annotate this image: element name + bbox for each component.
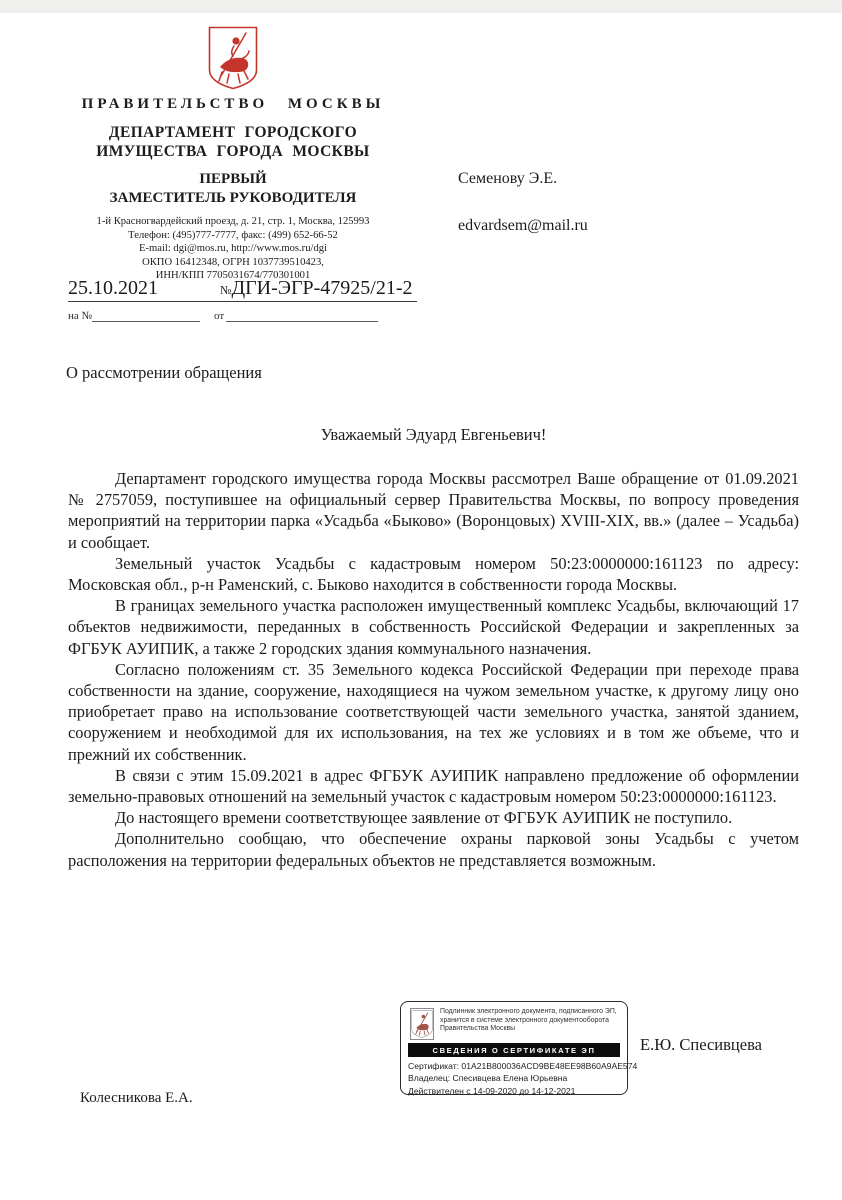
postal-address: 1-й Красногвардейский проезд, д. 21, стр. 1, Москва, 125993 xyxy=(96,216,370,227)
certificate-owner: Владелец: Спесивцева Елена Юрьевна xyxy=(408,1073,568,1084)
moscow-coat-of-arms-icon xyxy=(208,26,258,90)
executor-name: Колесникова Е.А. xyxy=(80,1090,193,1106)
date-number-row xyxy=(68,277,468,302)
government-title: ПРАВИТЕЛЬСТВО МОСКВЫ xyxy=(81,96,385,112)
stamp-note: Подлинник электронного документа, подписанного ЭП, хранится в системе электронного документооборота Правительства Москвы xyxy=(440,1008,617,1033)
certificate-number: Сертификат: 01A21B800036ACD9BE48EE98B60A9AE574 xyxy=(408,1060,638,1071)
department-line2: ИМУЩЕСТВА ГОРОДА МОСКВЫ xyxy=(96,143,370,160)
letter-number xyxy=(220,277,417,302)
department-title xyxy=(40,123,426,161)
scan-edge-strip xyxy=(0,0,842,13)
certificate-bar-title: СВЕДЕНИЯ О СЕРТИФИКАТЕ ЭП xyxy=(408,1043,620,1057)
body-paragraph: В связи с этим 15.09.2021 в адрес ФГБУК АУИПИК направлено предложение об оформлении земельно-правовых отношений на земельный участок с кадастровым номером 50:23:0000000:161123. xyxy=(68,765,799,807)
reply-number-blank xyxy=(92,310,200,322)
salutation: Уважаемый Эдуард Евгеньевич! xyxy=(320,425,547,444)
email-website: E-mail: dgi@mos.ru, http://www.mos.ru/dgi xyxy=(139,243,327,255)
position-line2: ЗАМЕСТИТЕЛЬ РУКОВОДИТЕЛЯ xyxy=(109,190,357,206)
department-line1: ДЕПАРТАМЕНТ ГОРОДСКОГО xyxy=(108,124,358,141)
subject-line: О рассмотрении обращения xyxy=(66,363,262,382)
letter-date: 25.10.2021 xyxy=(68,277,220,302)
body-paragraph: До настоящего времени соответствующее заявление от ФГБУК АУИПИК не поступило. xyxy=(115,808,733,828)
esignature-stamp xyxy=(400,1001,638,1096)
letter-body xyxy=(68,425,799,871)
recipient-email: edvardsem@mail.ru xyxy=(458,217,588,234)
position-title xyxy=(40,170,426,208)
recipient-block xyxy=(458,170,588,235)
recipient-name: Семенову Э.Е. xyxy=(458,170,558,187)
letter-number-value: ДГИ-ЭГР-47925/21-2 xyxy=(231,277,413,299)
contact-block xyxy=(40,215,426,283)
body-paragraph: В границах земельного участка расположен имущественный комплекс Усадьбы, включающий 17 объектов недвижимости, переданных в собственность Российской Федерации и закрепленных за ФГБУК АУИПИК, а также 2 городских здания коммунального назначения. xyxy=(68,596,799,658)
stamp-coat-of-arms-icon xyxy=(410,1008,434,1040)
reply-reference-row xyxy=(68,310,468,322)
stamp-header xyxy=(408,1007,620,1040)
body-paragraph: Согласно положениям ст. 35 Земельного кодекса Российской Федерации при переходе права собственности на здание, сооружение, находящиеся на чужом земельном участке, к другому лицу оно приобретает право на использование соответствующей части земельного участка, занятой зданием, сооружением и необходимой для их использования, на тех же условиях и в том же объеме, что и прежний их собственник. xyxy=(68,659,799,764)
body-paragraphs xyxy=(68,468,799,871)
number-sign: № xyxy=(220,283,232,297)
rider-head xyxy=(232,37,239,44)
reply-date-blank xyxy=(226,310,378,322)
signer-name: Е.Ю. Спесивцева xyxy=(640,1035,762,1054)
body-paragraph: Департамент городского имущества города Москвы рассмотрел Ваше обращение от 01.09.2021 № 2757059, поступившее на официальный сервер Правительства Москвы, по вопросу проведения мероприятий на территории парка «Усадьба «Быково» (Воронцовых) XVIII-XIX, вв.» (далее – Усадьба) и сообщает. xyxy=(68,469,799,552)
phone-fax: Телефон: (495)777-7777, факс: (499) 652-66-52 xyxy=(128,229,338,241)
certificate-validity: Действителен с 14-09-2020 до 14-12-2021 xyxy=(408,1085,576,1096)
reply-from-label: от xyxy=(214,310,225,322)
inn-kpp: ИНН/КПП 7705031674/770301001 xyxy=(155,270,311,282)
okpo-ogrn: ОКПО 16412348, ОГРН 1037739510423, xyxy=(142,256,324,268)
position-line1: ПЕРВЫЙ xyxy=(199,171,267,187)
reply-to-label: на № xyxy=(68,310,93,322)
letterhead xyxy=(40,26,426,283)
reference-block xyxy=(68,277,468,322)
body-paragraph: Земельный участок Усадьбы с кадастровым номером 50:23:0000000:161123 по адресу: Московская обл., р-н Раменский, с. Быково находится в собственности города Москвы. xyxy=(68,553,799,595)
body-paragraph: Дополнительно сообщаю, что обеспечение охраны парковой зоны Усадьбы с учетом расположения на территории федеральных объектов не представляется возможным. xyxy=(68,829,799,870)
